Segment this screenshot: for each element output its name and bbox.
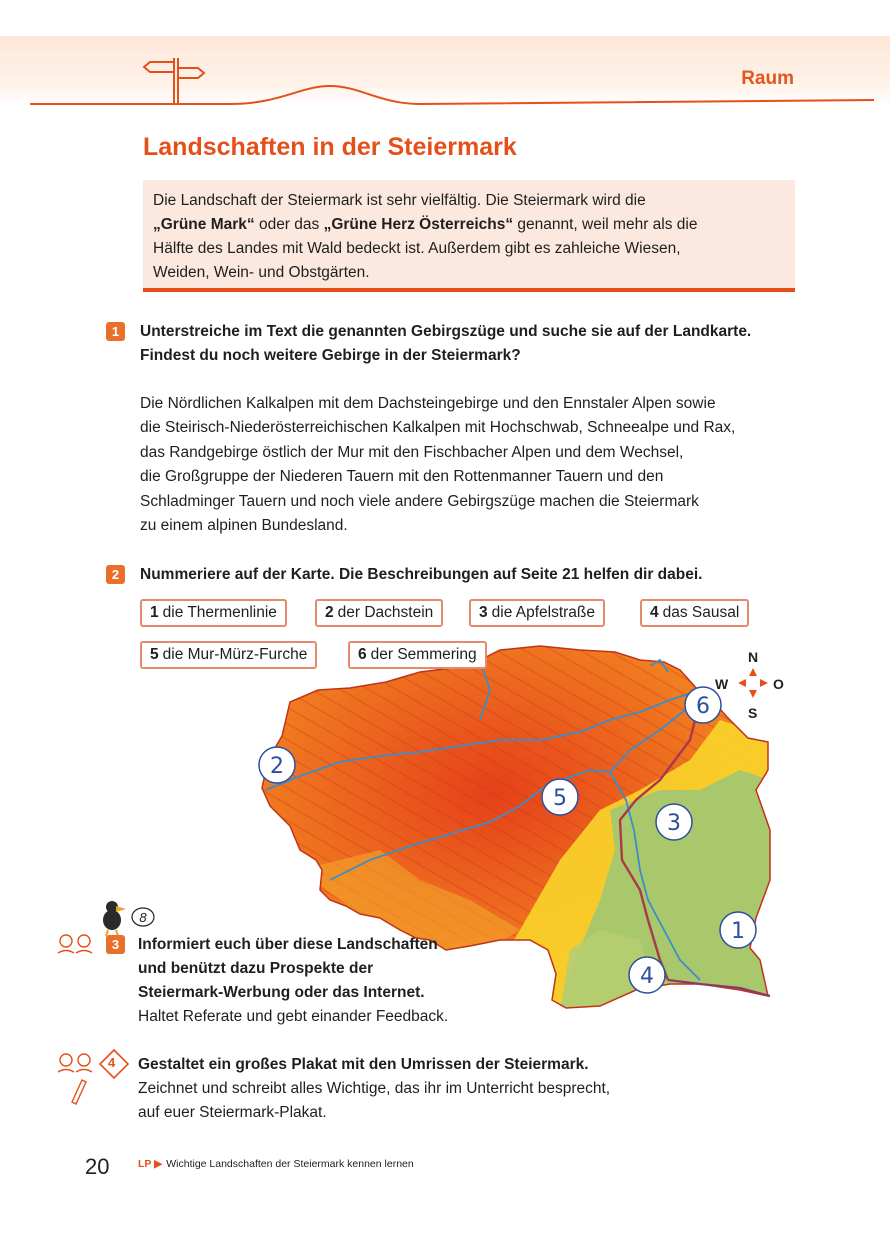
marker-6-label: 6 — [696, 694, 710, 719]
compass-west: W — [715, 676, 729, 692]
page-number: 20 — [85, 1154, 110, 1179]
intro-text: genannt, weil mehr als die — [513, 216, 698, 233]
label-chip: 1 die Thermenlinie — [140, 599, 287, 627]
label-chip: 4 das Sausal — [640, 599, 749, 627]
lp-marker: LP ▶ — [138, 1158, 163, 1170]
objective-text: Wichtige Landschaften der Steiermark kennen lernen — [166, 1158, 414, 1170]
answer-line: die Steirisch-Niederösterreichischen Kalkalpen mit Hochschwab, Schneealpe und Rax, — [140, 419, 736, 437]
compass-south: S — [748, 705, 758, 721]
label-chip: 5 die Mur-Mürz-Furche — [140, 641, 317, 669]
marker-2-label: 2 — [270, 754, 284, 779]
marker-3-label: 3 — [667, 811, 681, 836]
task-1-question-line2: Findest du noch weitere Gebirge in der Steiermark? — [140, 347, 521, 364]
label-chip: 6 der Semmering — [348, 641, 487, 669]
task-2-badge: 2 — [106, 565, 125, 584]
intro-text: oder das — [254, 216, 324, 233]
marker-5-label: 5 — [553, 786, 567, 811]
task-3-line2: und benützt dazu Prospekte der — [138, 960, 374, 977]
sticker-number: 8 — [139, 910, 147, 925]
intro-text: Hälfte des Landes mit Wald bedeckt ist. Außerdem gibt es zahleiche Wiesen, — [153, 240, 681, 257]
marker-4-label: 4 — [640, 964, 654, 989]
intro-bold-term: „Grüne Herz Österreichs“ — [323, 216, 514, 233]
marker-1-label: 1 — [731, 919, 745, 944]
speech-bubble-icon — [132, 908, 154, 926]
task-3-line3: Steiermark-Werbung oder das Internet. — [138, 984, 425, 1001]
compass-north: N — [748, 649, 759, 665]
task-4-line2: Zeichnet und schreibt alles Wichtige, das ihr im Unterricht besprecht, — [138, 1080, 611, 1097]
task-3-badge: 3 — [106, 935, 125, 954]
group-work-icon — [58, 1054, 92, 1072]
task-1-badge: 1 — [106, 322, 125, 341]
compass-rose — [715, 645, 795, 725]
answer-line: zu einem alpinen Bundesland. — [140, 517, 348, 535]
label-chip: 3 die Apfelstraße — [469, 599, 605, 627]
intro-text: Weiden, Wein- und Obstgärten. — [153, 264, 370, 281]
task-1-question-line1: Unterstreiche im Text die genannten Gebirgszüge und suche sie auf der Landkarte. — [140, 323, 752, 340]
task-3-line4: Haltet Referate und gebt einander Feedback. — [138, 1008, 449, 1025]
task-4-line3: auf euer Steiermark-Plakat. — [138, 1104, 327, 1121]
label-chip: 2 der Dachstein — [315, 599, 443, 627]
page-title: Landschaften in der Steiermark — [143, 133, 517, 161]
answer-line: Die Nördlichen Kalkalpen mit dem Dachsteingebirge und den Ennstaler Alpen sowie — [140, 395, 716, 412]
intro-text: Die Landschaft der Steiermark ist sehr vielfältig. Die Steiermark wird die — [153, 192, 646, 209]
answer-line: die Großgruppe der Niederen Tauern mit den Rottenmanner Tauern und den — [140, 468, 664, 486]
intro-bold-term: „Grüne Mark“ — [153, 216, 255, 233]
task-2-question: Nummeriere auf der Karte. Die Beschreibungen auf Seite 21 helfen dir dabei. — [140, 566, 703, 583]
learning-objective — [138, 1158, 414, 1170]
pencil-icon — [72, 1080, 86, 1104]
section-label: Raum — [741, 68, 794, 89]
task-4-number: 4 — [108, 1055, 116, 1070]
task-4-line1: Gestaltet ein großes Plakat mit den Umrissen der Steiermark. — [138, 1056, 589, 1073]
task-3-line1: Informiert euch über diese Landschaften — [138, 936, 438, 953]
compass-east: O — [773, 676, 784, 692]
bird-mascot-icon — [103, 901, 126, 936]
group-work-icon — [58, 935, 92, 953]
answer-line: das Randgebirge östlich der Mur mit den Fischbacher Alpen und dem Wechsel, — [140, 443, 684, 461]
answer-line: Schladminger Tauern und noch viele andere Gebirgszüge machen die Steiermark — [140, 492, 699, 510]
